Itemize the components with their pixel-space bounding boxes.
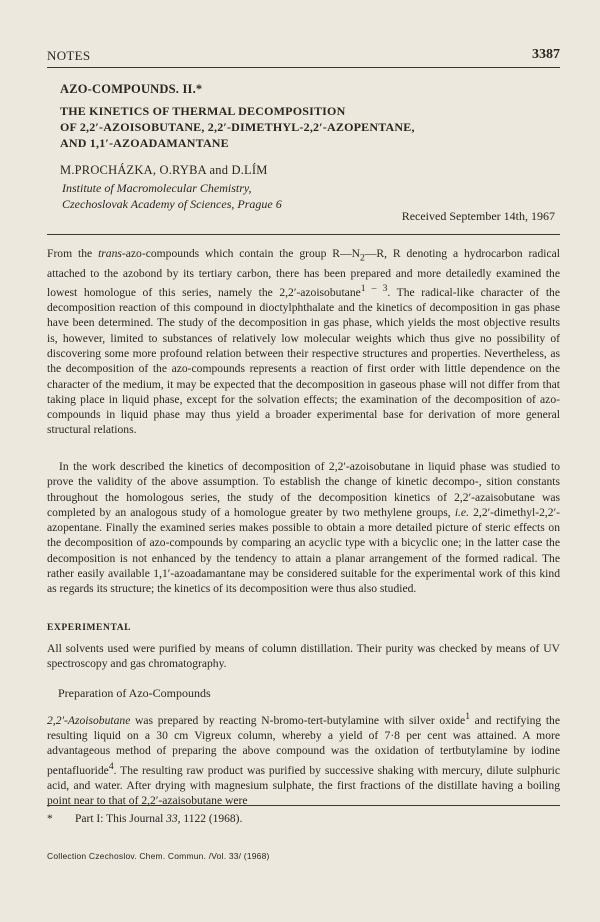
series-title: AZO-COMPOUNDS. II.* [60,82,203,96]
text-run: 2,2′-dimethyl-2,2′-azopentane. Finally the examined series makes possible to obtain a more detailed picture of steric effects on the decomposition of azo-compounds by comparing an acyclic type with a bicyclic one; in the latter case the decomposition is not enhanced by the tendency to attain a planar arrangement of the formed radical. The rather easily available 1,1′-azoadamantane may be considered suitable for the experimental work of this kind as regards its structure; the kinetics of its decomposition were thus also studied. [47,505,560,596]
text-run: and rectifying the resulting liquid on a 30 cm Vigreux column, whereby a yield of 7·8 per cent was attained. A more advantageous method of preparing the above compound was the oxidation of tertbutylamine by iodine pentafluoride [47,713,560,777]
text-run-italic: trans [98,247,122,260]
footnote-text: , 1122 (1968). [177,813,243,825]
section-heading-experimental: EXPERIMENTAL [47,623,132,633]
running-head: NOTES [47,48,91,63]
text-run: —R, R denoting a hydrocarbon radical attached to the azobond by its tertiary carbon, there has been prepared and more detailedly examined the lowest homologue of this series, namely the 2,2′-azoisobutane [47,247,560,299]
paragraph-solvents: All solvents used were purified by means of column distillation. Their purity was checked by means of UV spectroscopy and gas chromatography. [47,642,560,671]
text-run: In the work described the kinetics of decomposition of 2,2′-azoisobutane in liquid phase was studied to prove the validity of the above assumption. To establish the change of kinetic decompo-, sition constants throughout the homologous series, the study of the decomposition kinetics of 2,2′-azaisobutane was completed by an analogous study of a homologue greater by two methylene groups, [47,460,560,519]
footnote-rule [47,805,560,806]
page-number: 3387 [532,47,560,62]
paragraph-preparation [47,709,560,809]
abstract-rule [47,234,560,235]
title-line-1: THE KINETICS OF THERMAL DECOMPOSITION [60,104,346,118]
affiliation-line-1: Institute of Macromolecular Chemistry, [62,181,252,195]
text-run: . The resulting raw product was purified by successive shaking with mercury, dilute sulphuric acid, and water. After drying with magnesium sulphate, the first fractions of the distillate having a boiling point near to that of 2,2′-azaisobutane were [47,763,560,808]
subsection-heading-preparation: Preparation of Azo-Compounds [58,686,211,700]
affiliation-line-2: Czechoslovak Academy of Sciences, Prague 6 [62,197,282,211]
journal-footer: Collection Czechoslov. Chem. Commun. /Vol. 33/ (1968) [47,851,270,861]
citation-superscript: 4 [108,760,114,772]
received-date: Received September 14th, 1967 [401,209,555,223]
citation-superscript: 1 – 3 [360,282,388,294]
page-header [47,48,560,68]
affiliation [62,180,282,212]
title-block [60,82,560,151]
text-run: -azo-compounds which contain the group R—N [121,247,360,260]
citation-superscript: 1 [465,711,471,722]
subscript: 2 [359,252,365,264]
compound-name-italic: 2,2′-Azoisobutane [47,713,131,727]
paragraph-work [47,459,560,597]
footnote-mark: * [47,813,53,825]
header-rule [47,67,560,68]
footnote-text: Part I: This Journal [75,813,167,825]
article-title [60,103,560,151]
footnote [47,813,242,825]
footnote-volume: 33 [166,813,178,825]
paragraph-intro [47,246,560,438]
text-run: . The radical-like character of the decomposition reaction of this compound in dioctylphthalate and the kinetics of decomposition in gas phase have been determined. The study of the decomposition in gas phase, which yields the most objective results is, however, limited to substances of relatively low molecular weights which thus give no possibility of discovering some more profound relation between their respective structures and properties. Nevertheless, as the decomposition of the azo-compounds represents a reaction of first order with little dependence on the character of the medium, it may be expected that the decomposition in gaseous phase will not differ from that taking place in liquid phase, except for the solvation effects; the examination of the decomposition of azo-compounds in liquid phase may thus yield a broader experimental base for derivation of more general structural relations. [47,285,560,437]
title-line-2: OF 2,2′-AZOISOBUTANE, 2,2′-DIMETHYL-2,2′-AZOPENTANE, [60,120,415,134]
title-line-3: AND 1,1′-AZOADAMANTANE [60,136,229,150]
authors: M.PROCHÁZKA, O.RYBA and D.LÍM [60,163,268,177]
text-run-italic: i.e. [454,505,469,519]
text-run: was prepared by reacting N-bromo-tert-butylamine with silver oxide [130,713,466,727]
text-run: From the [47,247,99,260]
